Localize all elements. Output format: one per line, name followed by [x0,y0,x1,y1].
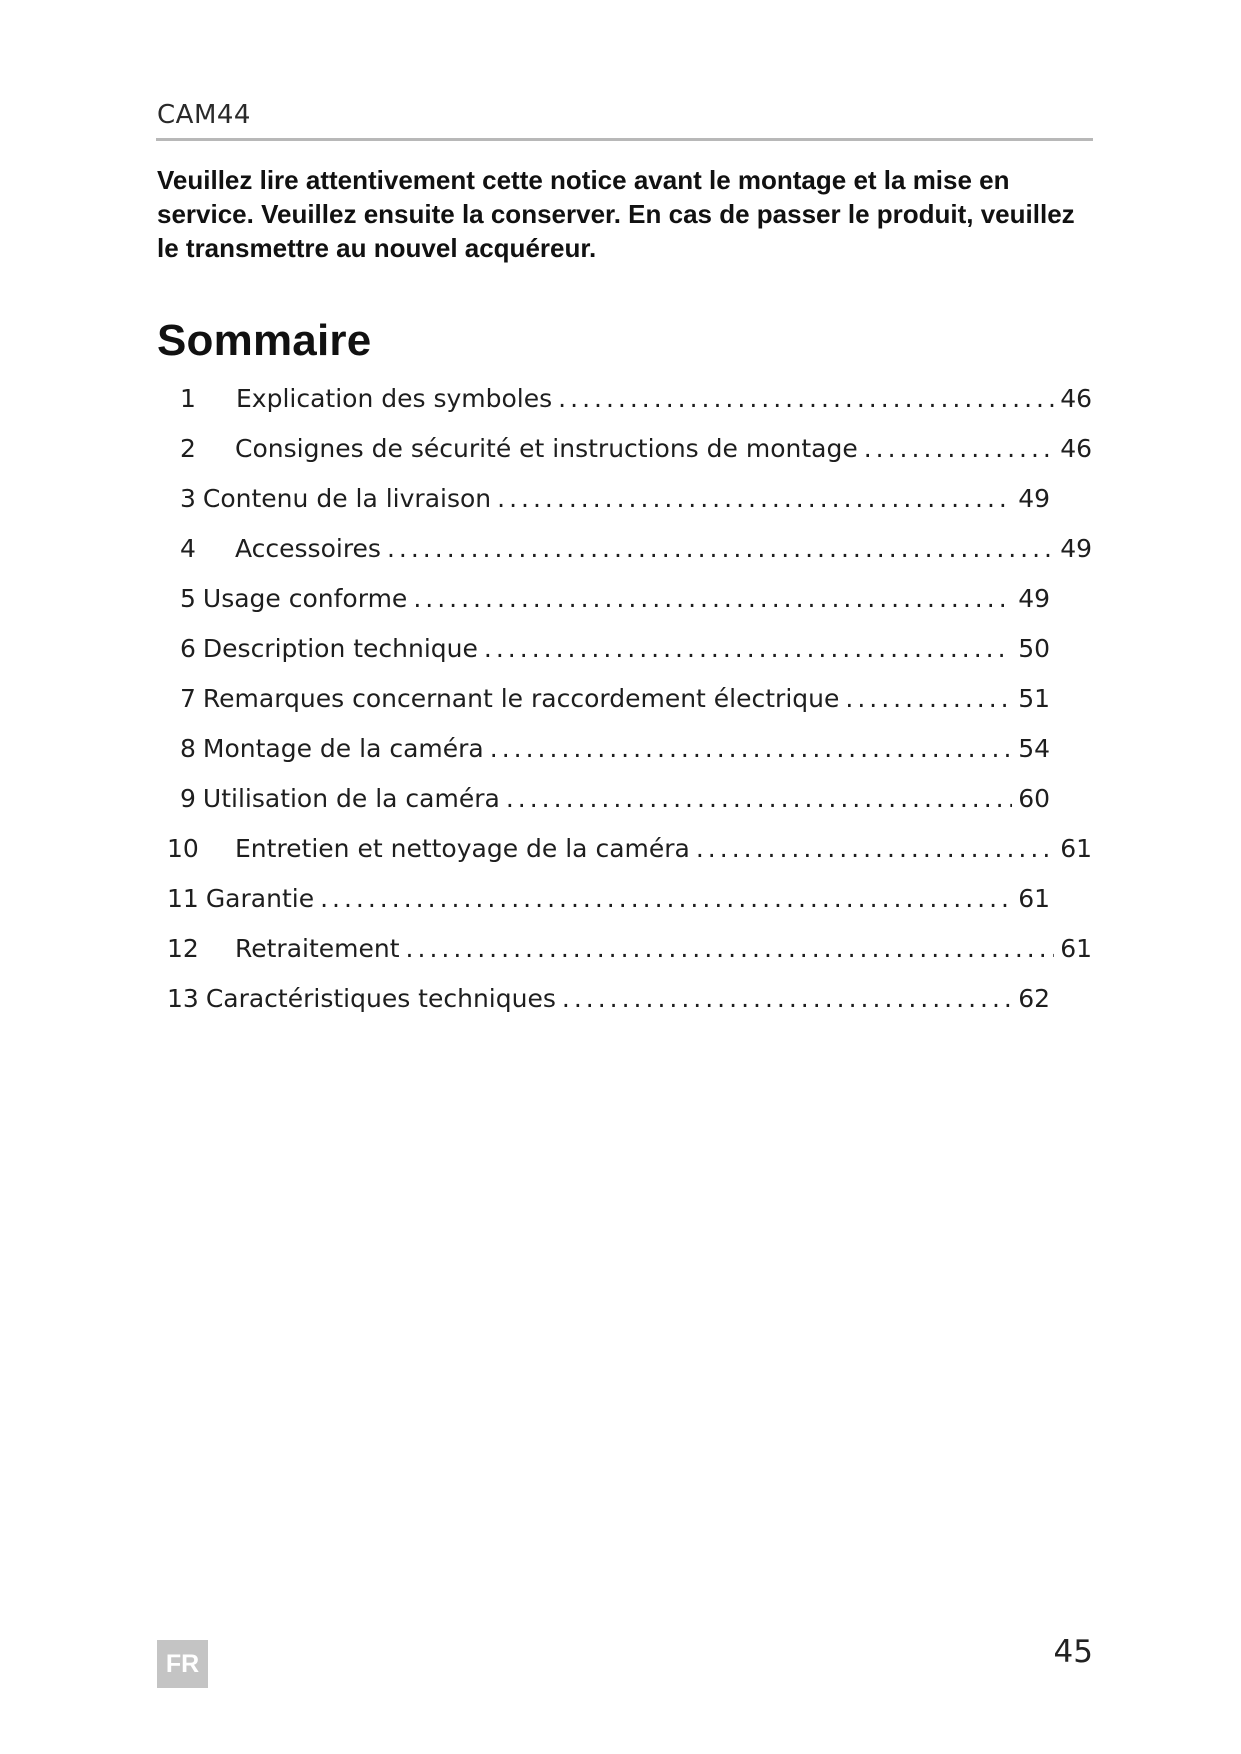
toc-entry-number: 12 [167,934,199,963]
toc-entry-label: Caractéristiques techniques [205,984,556,1013]
toc-entry-5[interactable] [180,584,1050,618]
toc-entry-number: 9 [180,784,196,813]
toc-entry-label: Description technique [202,634,478,663]
toc-entry-number: 5 [180,584,196,613]
toc-leader-dots [864,434,1054,463]
toc-entry-9[interactable] [180,784,1050,818]
toc-entry-number: 7 [180,684,196,713]
toc-entry-10[interactable] [167,834,1092,868]
toc-entry-page: 50 [1018,634,1050,663]
intro-line: service. Veuillez ensuite la conserver. En cas de passer le produit, veuillez [157,199,1075,229]
toc-entry-number: 8 [180,734,196,763]
toc-entry-11[interactable] [167,884,1050,918]
toc-entry-label: Explication des symboles [236,384,553,413]
toc-leader-dots [490,734,1012,763]
toc-entry-label: Montage de la caméra [202,734,484,763]
toc-leader-dots [320,884,1012,913]
toc-leader-dots [506,784,1012,813]
toc-entry-8[interactable] [180,734,1050,768]
intro-line: le transmettre au nouvel acquéreur. [157,233,597,263]
toc-leader-dots [696,834,1054,863]
document-model-title: CAM44 [157,100,251,130]
toc-leader-dots [497,484,1012,513]
toc-entry-page: 49 [1060,534,1092,563]
toc-leader-dots [558,384,1054,413]
toc-entry-12[interactable] [167,934,1092,968]
toc-leader-dots [413,584,1012,613]
toc-entry-1[interactable] [180,384,1092,418]
toc-entry-4[interactable] [180,534,1092,568]
toc-entry-page: 61 [1060,934,1092,963]
toc-entry-number: 13 [167,984,199,1013]
toc-entry-page: 62 [1018,984,1050,1013]
toc-entry-6[interactable] [180,634,1050,668]
toc-entry-page: 46 [1060,434,1092,463]
toc-entry-number: 6 [180,634,196,663]
toc-leader-dots [484,634,1012,663]
toc-leader-dots [387,534,1054,563]
toc-entry-label: Contenu de la livraison [202,484,492,513]
toc-entry-label: Utilisation de la caméra [202,784,500,813]
language-badge: FR [157,1640,208,1688]
toc-title: Sommaire [157,316,372,365]
toc-entry-page: 49 [1018,484,1050,513]
intro-notice [157,163,1107,265]
toc-entry-number: 10 [167,834,199,863]
toc-entry-page: 61 [1018,884,1050,913]
toc-entry-label: Accessoires [235,534,381,563]
header-divider [156,138,1093,141]
toc-entry-number: 2 [180,434,196,463]
intro-line: Veuillez lire attentivement cette notice avant le montage et la mise en [157,165,1010,195]
toc-entry-label: Usage conforme [202,584,408,613]
toc-entry-number: 4 [180,534,196,563]
toc-entry-number: 1 [180,384,196,413]
toc-entry-label: Remarques concernant le raccordement électrique [202,684,840,713]
toc-leader-dots [562,984,1012,1013]
toc-entry-label: Garantie [205,884,315,913]
toc-entry-label: Entretien et nettoyage de la caméra [235,834,690,863]
toc-entry-page: 51 [1018,684,1050,713]
toc-leader-dots [845,684,1012,713]
toc-entry-7[interactable] [180,684,1050,718]
toc-entry-13[interactable] [167,984,1050,1018]
page-number: 45 [1053,1634,1093,1670]
toc-entry-2[interactable] [180,434,1092,468]
toc-entry-number: 11 [167,884,199,913]
toc-entry-page: 46 [1060,384,1092,413]
toc-entry-page: 60 [1018,784,1050,813]
toc-entry-page: 61 [1060,834,1092,863]
toc-entry-label: Retraitement [235,934,400,963]
toc-entry-number: 3 [180,484,196,513]
toc-entry-page: 49 [1018,584,1050,613]
toc-leader-dots [406,934,1055,963]
toc-entry-3[interactable] [180,484,1050,518]
toc-entry-page: 54 [1018,734,1050,763]
toc-entry-label: Consignes de sécurité et instructions de montage [235,434,858,463]
